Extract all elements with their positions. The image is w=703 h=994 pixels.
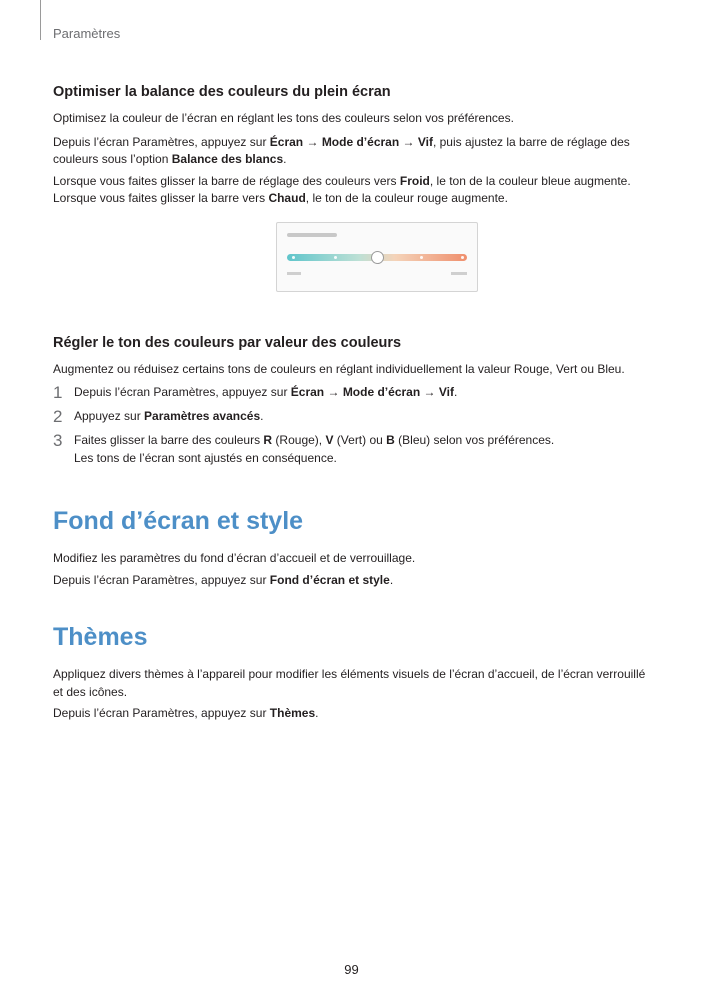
white-balance-slider-knob — [371, 251, 384, 264]
white-balance-intro: Optimisez la couleur de l’écran en réglant les tons des couleurs selon vos préférences. — [53, 111, 514, 125]
themes-intro: Appliquez divers thèmes à l’appareil pour modifier les éléments visuels de l’écran d’accueil, de l’écran verrouillé et des icônes. — [53, 667, 646, 699]
step-text: Faites glisser la barre des couleurs R (Rouge), V (Vert) ou B (Bleu) selon vos préférences. — [74, 433, 555, 447]
wallpaper-instructions: Depuis l’écran Paramètres, appuyez sur Fond d’écran et style. — [53, 572, 394, 587]
step-number: 3 — [53, 431, 63, 450]
wallpaper-section — [53, 507, 653, 589]
label-froid: Froid — [399, 173, 430, 188]
themes-instructions: Depuis l’écran Paramètres, appuyez sur Thèmes. — [53, 706, 319, 720]
page-content — [53, 84, 653, 727]
color-tone-intro: Augmentez ou réduisez certains tons de couleurs en réglant individuellement la valeur Rouge, Vert ou Bleu. — [53, 361, 625, 376]
themes-section — [53, 623, 653, 723]
step-text: Appuyez sur Paramètres avancés. — [74, 409, 264, 423]
step-number: 1 — [53, 383, 63, 402]
menu-mode-ecran: Mode d’écran — [321, 134, 400, 149]
white-balance-section — [53, 84, 653, 292]
slider-tick — [420, 256, 423, 259]
step-number: 2 — [53, 407, 63, 426]
cool-label-placeholder — [287, 272, 301, 275]
white-balance-screenshot — [276, 222, 478, 292]
wallpaper-intro: Modifiez les paramètres du fond d’écran d’accueil et de verrouillage. — [53, 551, 416, 565]
header-rule — [40, 0, 41, 40]
white-balance-instructions: Depuis l’écran Paramètres, appuyez sur Écran → Mode d’écran → Vif, puis ajustez la barre de réglage des couleurs sous l’option Balance des blancs. — [53, 134, 630, 166]
option-balance-blancs: Balance des blancs — [171, 152, 284, 166]
page-header: Paramètres — [53, 26, 121, 41]
color-tone-heading: Régler le ton des couleurs par valeur des couleurs — [53, 334, 402, 351]
white-balance-heading: Optimiser la balance des couleurs du plein écran — [53, 84, 391, 100]
list-item — [53, 384, 653, 402]
color-tone-section — [53, 335, 653, 468]
list-item — [53, 408, 653, 426]
label-chaud: Chaud — [268, 191, 306, 205]
list-item — [53, 432, 653, 467]
step-text: Depuis l’écran Paramètres, appuyez sur Écran → Mode d’écran → Vif. — [74, 385, 458, 399]
warm-label-placeholder — [451, 272, 467, 275]
step-result-text: Les tons de l’écran sont ajustés en conséquence. — [74, 450, 337, 465]
white-balance-label-placeholder — [287, 233, 337, 237]
wallpaper-title: Fond d’écran et style — [53, 507, 304, 535]
page-number: 99 — [344, 962, 359, 977]
slider-tick — [461, 256, 464, 259]
color-tone-steps — [53, 384, 653, 467]
slider-tick — [334, 256, 337, 259]
white-balance-explanation: Lorsque vous faites glisser la barre de réglage des couleurs vers Froid, le ton de la couleur bleue augmente. Lorsque vous faites glisser la barre vers Chaud, le ton de la couleur rouge augmente. — [53, 173, 631, 205]
menu-ecran: Écran — [269, 134, 304, 149]
themes-title: Thèmes — [53, 623, 148, 651]
menu-vif: Vif — [417, 134, 433, 149]
slider-tick — [292, 256, 295, 259]
